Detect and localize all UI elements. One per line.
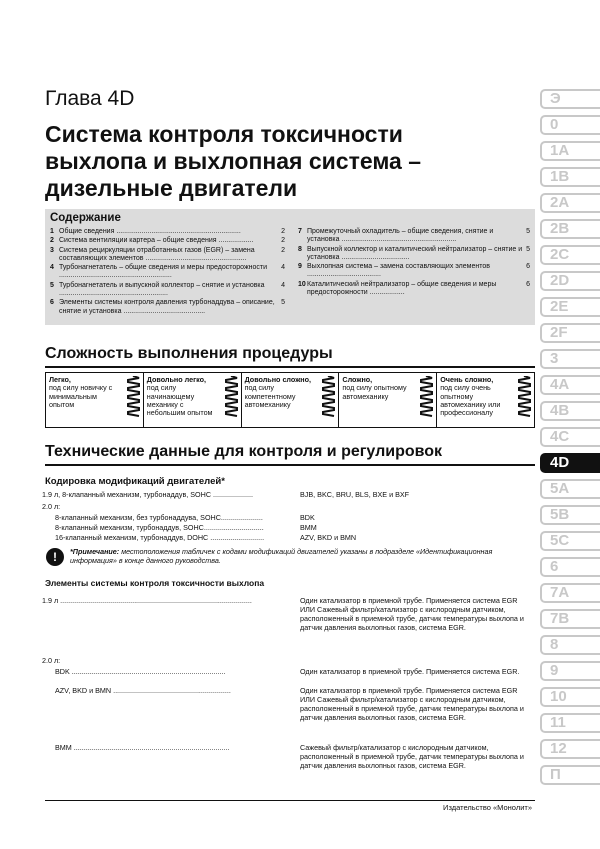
toc-item-title: Система вентиляции картера – общие сведения .................. — [59, 237, 254, 245]
emission-label: 1.9 л ................................................................................................ — [42, 596, 252, 605]
toc-item-text — [59, 264, 285, 281]
toc-item-number: 8 — [298, 245, 302, 253]
toc-item-text — [307, 263, 530, 280]
toc-item[interactable] — [50, 299, 285, 316]
difficulty-level — [437, 373, 534, 427]
toc-item-title: Каталитический нейтрализатор – общие сведения и меры предосторожности .................. — [307, 280, 497, 297]
difficulty-heading: Сложность выполнения процедуры — [45, 345, 333, 362]
spring-icon — [127, 376, 140, 420]
title-line: дизельные двигатели — [45, 175, 298, 201]
difficulty-title: Довольно легко, — [146, 375, 206, 384]
emission-value: Один катализатор в приемной трубе. Применяется система EGR ИЛИ Сажевый фильтр/катализатор с кислородным датчиком, расположенный в приемной трубе, датчик температуры выхлопа и датчик давления выхлопных газов, система EGR. — [300, 686, 524, 722]
toc-item-text — [59, 228, 285, 236]
chapter-tab[interactable]: Э — [540, 89, 600, 109]
engine-code-value: BDK — [300, 513, 315, 522]
engine-code-value: BJB, BKC, BRU, BLS, BXE и BXF — [300, 490, 410, 499]
difficulty-level — [46, 373, 144, 427]
footer-divider — [45, 800, 535, 801]
chapter-tab[interactable]: 1A — [540, 141, 600, 161]
toc-item-page: 4 — [281, 281, 285, 289]
toc-item-title: Элементы системы контроля давления турбонаддува – описание, снятие и установка .......................................... — [59, 299, 275, 315]
toc-item-page: 5 — [281, 299, 285, 307]
chapter-tab[interactable]: 0 — [540, 115, 600, 135]
toc-item[interactable] — [50, 247, 285, 264]
difficulty-text: под силу новичку с минимальным опытом — [49, 383, 113, 409]
warning-icon — [45, 547, 65, 567]
toc-item-number: 7 — [298, 228, 302, 235]
spring-icon — [518, 376, 531, 420]
publisher: Издательство «Монолит» — [443, 803, 532, 812]
difficulty-text: под силу опытному автомеханику — [342, 383, 407, 401]
toc-item[interactable] — [50, 237, 285, 245]
contents-right-column — [298, 228, 530, 298]
toc-item-text — [307, 246, 530, 263]
toc-item-title: Промежуточный охладитель – общие сведения, снятие и установка ........................................................... — [307, 228, 494, 244]
toc-item-title: Выхлопная система – замена составляющих элементов ...................................... — [307, 263, 490, 279]
divider — [45, 464, 535, 466]
toc-item-number: 9 — [298, 263, 302, 271]
toc-item-page: 5 — [526, 245, 530, 253]
note-label: *Примечание: — [70, 547, 120, 556]
difficulty-text: под силу начинающему механику с небольшим опытом — [146, 383, 213, 418]
chapter-tab[interactable]: 8 — [540, 635, 600, 655]
difficulty-title: Довольно сложно, — [244, 375, 312, 384]
toc-item-text — [307, 228, 530, 245]
chapter-label: Глава 4D — [45, 87, 135, 110]
chapter-tab[interactable]: 4B — [540, 401, 600, 421]
toc-item-number: 2 — [50, 237, 54, 245]
chapter-tab[interactable]: 7B — [540, 609, 600, 629]
chapter-tab[interactable]: П — [540, 765, 600, 785]
emission-heading: Элементы системы контроля токсичности выхлопа — [45, 578, 265, 588]
emission-value: Сажевый фильтр/катализатор с кислородным датчиком, расположенный в приемной трубе, датчик температуры выхлопа и датчик давления выхлопных газов, система EGR. — [300, 743, 524, 770]
contents-left-column — [50, 228, 285, 317]
toc-item-title: Общие сведения ................................................................ — [59, 228, 241, 235]
contents-box — [45, 209, 535, 325]
chapter-tab[interactable]: 4A — [540, 375, 600, 395]
toc-item-number: 5 — [50, 281, 54, 289]
difficulty-level — [144, 373, 242, 427]
chapter-tab[interactable]: 2E — [540, 297, 600, 317]
engine-code-label: 1.9 л, 8-клапанный механизм, турбонаддув, SOHC .................... — [42, 490, 253, 499]
engine-code-value: BMM — [300, 523, 317, 532]
toc-item-number: 4 — [50, 264, 54, 272]
toc-item[interactable] — [50, 228, 285, 236]
chapter-title — [45, 121, 515, 202]
chapter-tab[interactable]: 4D — [540, 453, 600, 473]
toc-item-title: Турбонагнетатель и выпускной коллектор – снятие и установка ........................................................ — [59, 281, 265, 298]
difficulty-text: под силу очень опытному автомеханику или профессионалу — [440, 383, 501, 418]
toc-item-text — [59, 247, 285, 264]
title-line: Система контроля токсичности — [45, 121, 403, 147]
chapter-tab[interactable]: 5B — [540, 505, 600, 525]
chapter-tab[interactable]: 2C — [540, 245, 600, 265]
toc-item-text — [59, 237, 285, 245]
engine-codes-heading: Кодировка модификаций двигателей* — [45, 476, 225, 487]
toc-item[interactable] — [50, 264, 285, 281]
difficulty-title: Сложно, — [342, 375, 373, 384]
toc-item-title: Выпускной коллектор и каталитический нейтрализатор – снятие и установка ................................... — [307, 245, 523, 261]
toc-item-text — [59, 282, 285, 299]
chapter-tab[interactable]: 12 — [540, 739, 600, 759]
toc-item-page: 6 — [526, 280, 530, 288]
spring-icon — [322, 376, 335, 420]
difficulty-scale — [45, 372, 535, 428]
emission-label: 2.0 л: — [42, 656, 61, 665]
emission-label: BDK ............................................................................. — [55, 667, 226, 676]
difficulty-text: под силу компетентному автомеханику — [244, 383, 296, 409]
toc-item-number: 3 — [50, 246, 54, 254]
toc-item[interactable] — [298, 246, 530, 263]
toc-item-title: Система рециркуляции отработанных газов (EGR) – замена составляющих элементов .................................................... — [59, 246, 255, 262]
chapter-tab[interactable]: 2F — [540, 323, 600, 343]
difficulty-level — [242, 373, 340, 427]
engine-code-label: 8-клапанный механизм, без турбонаддува, SOHC..................... — [55, 513, 263, 522]
toc-item[interactable] — [298, 228, 530, 245]
svg-text:!: ! — [53, 550, 57, 564]
toc-item[interactable] — [298, 263, 530, 280]
emission-label: AZV, BKD и BMN ........................................................... — [55, 686, 231, 695]
difficulty-title: Очень сложно, — [440, 375, 494, 384]
chapter-tab[interactable]: 4C — [540, 427, 600, 447]
toc-item[interactable] — [50, 282, 285, 299]
toc-item[interactable] — [298, 281, 530, 298]
spring-icon — [225, 376, 238, 420]
difficulty-title: Легко, — [49, 375, 71, 384]
chapter-tab[interactable]: 3 — [540, 349, 600, 369]
toc-item-page: 6 — [526, 263, 530, 271]
toc-item-page: 4 — [281, 264, 285, 272]
toc-item-number: 6 — [50, 299, 54, 307]
chapter-tab[interactable]: 6 — [540, 557, 600, 577]
toc-item-text — [307, 281, 530, 298]
contents-heading: Содержание — [50, 212, 121, 224]
toc-item-page: 2 — [281, 237, 285, 245]
chapter-tab[interactable]: 9 — [540, 661, 600, 681]
chapter-tab[interactable]: 5A — [540, 479, 600, 499]
engine-code-label: 16-клапанный механизм, турбонаддув, DOHC ........................... — [55, 533, 265, 542]
chapter-tab[interactable]: 5C — [540, 531, 600, 551]
chapter-tab[interactable]: 1B — [540, 167, 600, 187]
difficulty-level — [339, 373, 437, 427]
chapter-tab[interactable]: 2A — [540, 193, 600, 213]
note-text: местоположения табличек с кодами модификаций двигателей указаны в подразделе «Идентификационная информация» в конце данного руководства. — [70, 547, 493, 565]
divider — [45, 366, 535, 368]
spring-icon — [420, 376, 433, 420]
chapter-tab[interactable]: 7A — [540, 583, 600, 603]
toc-item-text — [59, 299, 285, 316]
toc-item-page: 5 — [526, 228, 530, 235]
emission-label: BMM .............................................................................. — [55, 743, 230, 752]
engine-code-value: AZV, BKD и BMN — [300, 533, 357, 542]
emission-value: Один катализатор в приемной трубе. Применяется система EGR ИЛИ Сажевый фильтр/катализатор с кислородным датчиком, расположенный в приемной трубе, датчик температуры выхлопа и датчик давления выхлопных газов, система EGR. — [300, 596, 524, 632]
toc-item-number: 1 — [50, 228, 54, 235]
emission-value: Один катализатор в приемной трубе. Применяется система EGR. — [300, 667, 520, 676]
chapter-tab[interactable]: 2D — [540, 271, 600, 291]
title-line: выхлопа и выхлопная система – — [45, 148, 422, 174]
toc-item-title: Турбонагнетатель – общие сведения и меры предосторожности .......................................................... — [59, 264, 268, 280]
tech-data-heading: Технические данные для контроля и регулировок — [45, 443, 443, 460]
chapter-tab[interactable]: 11 — [540, 713, 600, 733]
engine-code-label: 2.0 л: — [42, 502, 61, 511]
toc-item-number: 10 — [298, 280, 306, 288]
chapter-tab[interactable]: 10 — [540, 687, 600, 707]
toc-item-page: 2 — [281, 246, 285, 254]
engine-code-label: 8-клапанный механизм, турбонаддув, SOHC.............................. — [55, 523, 264, 532]
toc-item-page: 2 — [281, 228, 285, 235]
chapter-tab[interactable]: 2B — [540, 219, 600, 239]
